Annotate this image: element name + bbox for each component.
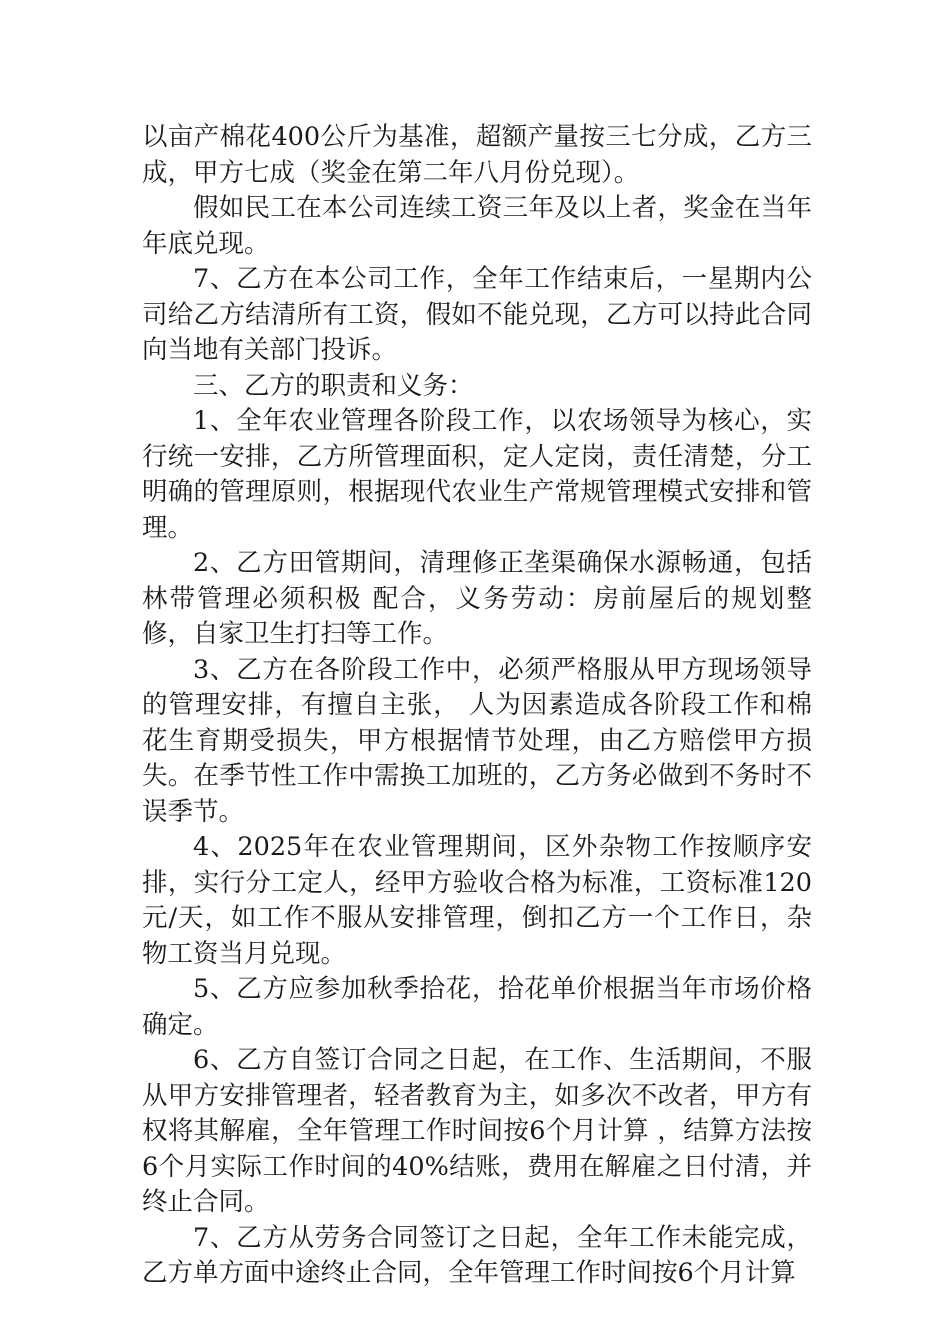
paragraph-duty-4: 4、2025年在农业管理期间，区外杂物工作按顺序安排，实行分工定人，经甲方验收合格为标准，工资标准120元/天，如工作不服从安排管理，倒扣乙方一个工作日，杂物工资当月兑现。 — [142, 832, 812, 969]
paragraph-duty-2: 2、乙方田管期间，清理修正垄渠确保水源畅通，包括林带管理必须积极 配合，义务劳动：房前屋后的规划整修，自家卫生打扫等工作。 — [142, 548, 812, 649]
paragraph-clause-7-wages: 7、乙方在本公司工作，全年工作结束后，一星期内公司给乙方结清所有工资，假如不能兑现，乙方可以持此合同向当地有关部门投诉。 — [142, 264, 812, 365]
paragraph-duty-1: 1、全年农业管理各阶段工作，以农场领导为核心，实行统一安排，乙方所管理面积，定人定岗，责任清楚，分工明确的管理原则，根据现代农业生产常规管理模式安排和管理。 — [142, 406, 812, 543]
paragraph-duty-6: 6、乙方自签订合同之日起，在工作、生活期间，不服从甲方安排管理者，轻者教育为主，如多次不改者，甲方有权将其解雇，全年管理工作时间按6个月计算 ，结算方法按6个月实际工作时间的40%结账，费用在解雇之日付清，并终止合同。 — [142, 1045, 812, 1217]
paragraph-duty-3: 3、乙方在各阶段工作中，必须严格服从甲方现场领导的管理安排，有擅自主张， 人为因素造成各阶段工作和棉花生育期受损失，甲方根据情节处理，由乙方赔偿甲方损失。在季节性工作中需换工加班的，乙方务必做到不务时不误季节。 — [142, 654, 812, 827]
paragraph-duty-5: 5、乙方应参加秋季拾花，拾花单价根据当年市场价格确定。 — [142, 974, 812, 1040]
paragraph-bonus-three-years: 假如民工在本公司连续工资三年及以上者，奖金在当年年底兑现。 — [142, 193, 812, 259]
paragraph-duty-7: 7、乙方从劳务合同签订之日起，全年工作未能完成，乙方单方面中途终止合同，全年管理工作时间按6个月计算 — [142, 1222, 812, 1288]
paragraph-yield-bonus: 以亩产棉花400公斤为基准，超额产量按三七分成，乙方三成，甲方七成（奖金在第二年八月份兑现）。 — [142, 122, 812, 188]
section-heading-duties: 三、乙方的职责和义务： — [193, 370, 474, 401]
contract-body — [142, 120, 812, 1292]
